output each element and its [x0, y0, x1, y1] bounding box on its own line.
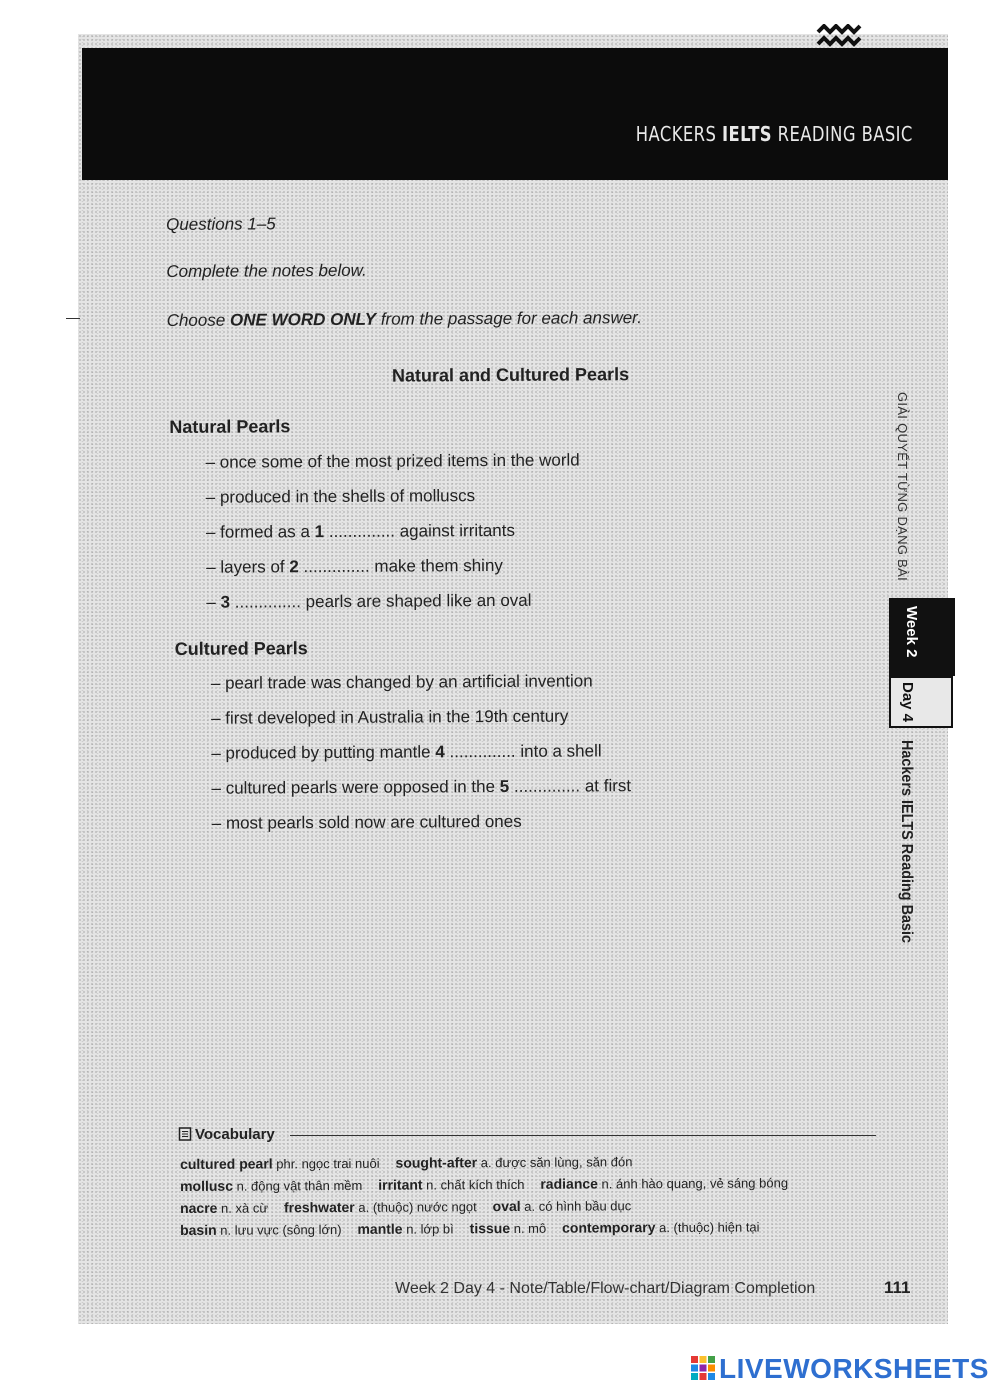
week-tab-label: Week 2 — [903, 606, 920, 658]
note-item-q4: – produced by putting mantle 4 .............. into a shell — [211, 741, 602, 763]
vocab-def: n. ánh hào quang, vẻ sáng bóng — [597, 1175, 789, 1192]
footer-chapter: Week 2 Day 4 - Note/Table/Flow-chart/Diagram Completion — [395, 1280, 816, 1297]
notebook-icon — [178, 1127, 192, 1141]
vocabulary-rule — [290, 1135, 876, 1136]
header-bar — [82, 48, 948, 180]
vocab-term: tissue — [469, 1219, 511, 1237]
note-item: – first developed in Australia in the 19th century — [211, 706, 569, 728]
vocab-term: mantle — [357, 1220, 403, 1237]
note-item: – most pearls sold now are cultured ones — [211, 811, 522, 833]
vocab-def: phr. ngọc trai nuôi — [272, 1155, 380, 1172]
answer-blank-5[interactable]: .............. — [513, 776, 581, 796]
side-section-label: GIẢI QUYẾT TỪNG DẠNG BÀI — [895, 392, 910, 582]
vocab-def: a. (thuộc) nước ngọt — [354, 1199, 477, 1215]
answer-blank-4[interactable]: .............. — [449, 741, 516, 762]
vocab-term: basin — [180, 1221, 217, 1238]
margin-mark — [66, 318, 80, 319]
vocab-def: a. được săn lùng, săn đón — [477, 1154, 633, 1171]
vocab-term: freshwater — [283, 1198, 355, 1216]
vocab-def: n. mô — [510, 1220, 547, 1236]
note-item: – produced in the shells of molluscs — [205, 486, 476, 507]
vocab-term: contemporary — [562, 1219, 656, 1236]
vocab-term: cultured pearl — [180, 1155, 273, 1172]
natural-pearls-heading: Natural Pearls — [169, 416, 291, 437]
instruction-word-limit: Choose ONE WORD ONLY from the passage for each answer. — [166, 308, 642, 330]
book-header-title: HACKERS IELTS READING BASIC — [636, 122, 913, 146]
day-tab — [889, 676, 953, 728]
note-item-q5: – cultured pearls were opposed in the 5 .............. at first — [211, 776, 632, 798]
liveworksheets-logo-icon — [690, 1355, 716, 1381]
vocab-row — [180, 1197, 643, 1216]
vocab-row — [180, 1153, 644, 1172]
vocab-term: sought-after — [395, 1154, 478, 1171]
vocab-def: a. có hình bầu dục — [520, 1198, 632, 1214]
answer-blank-1[interactable]: .............. — [328, 521, 396, 542]
vocab-def: n. chất kích thích — [422, 1176, 525, 1193]
note-item-q1: – formed as a 1 .............. against irritants — [205, 520, 516, 542]
note-item-q2: – layers of 2 .............. make them shiny — [206, 555, 503, 577]
vocabulary-heading: Vocabulary — [178, 1126, 275, 1143]
vocab-term: radiance — [540, 1175, 598, 1192]
note-item: – once some of the most prized items in the world — [205, 450, 580, 472]
week-tab — [889, 598, 955, 676]
note-item: – pearl trade was changed by an artificial invention — [210, 671, 593, 693]
side-book-title: Hackers IELTS Reading Basic — [898, 740, 915, 944]
answer-blank-3[interactable]: .............. — [234, 592, 301, 612]
page-number: 111 — [884, 1278, 911, 1297]
liveworksheets-watermark: LIVEWORKSHEETS — [690, 1353, 989, 1385]
vocab-term: oval — [492, 1197, 521, 1215]
vocab-def: n. lớp bì — [402, 1221, 454, 1237]
vocab-term: irritant — [378, 1176, 423, 1193]
instruction-complete-notes: Complete the notes below. — [166, 260, 367, 281]
notes-title: Natural and Cultured Pearls — [391, 364, 630, 386]
vocab-term: mollusc — [180, 1177, 234, 1194]
vocab-term: nacre — [180, 1199, 218, 1216]
note-item-q3: – 3 .............. pearls are shaped like an oval — [206, 590, 532, 612]
vocab-def: n. lưu vực (sông lớn) — [216, 1222, 342, 1238]
vocab-def: a. (thuộc) hiện tại — [655, 1219, 760, 1236]
answer-blank-2[interactable]: .............. — [303, 556, 370, 577]
zigzag-icon — [816, 24, 862, 50]
day-tab-label: Day 4 — [899, 682, 916, 723]
questions-range: Questions 1–5 — [166, 214, 276, 234]
cultured-pearls-heading: Cultured Pearls — [174, 638, 308, 659]
vocab-def: n. xà cừ — [217, 1200, 269, 1216]
vocab-def: n. động vật thân mềm — [232, 1177, 363, 1194]
